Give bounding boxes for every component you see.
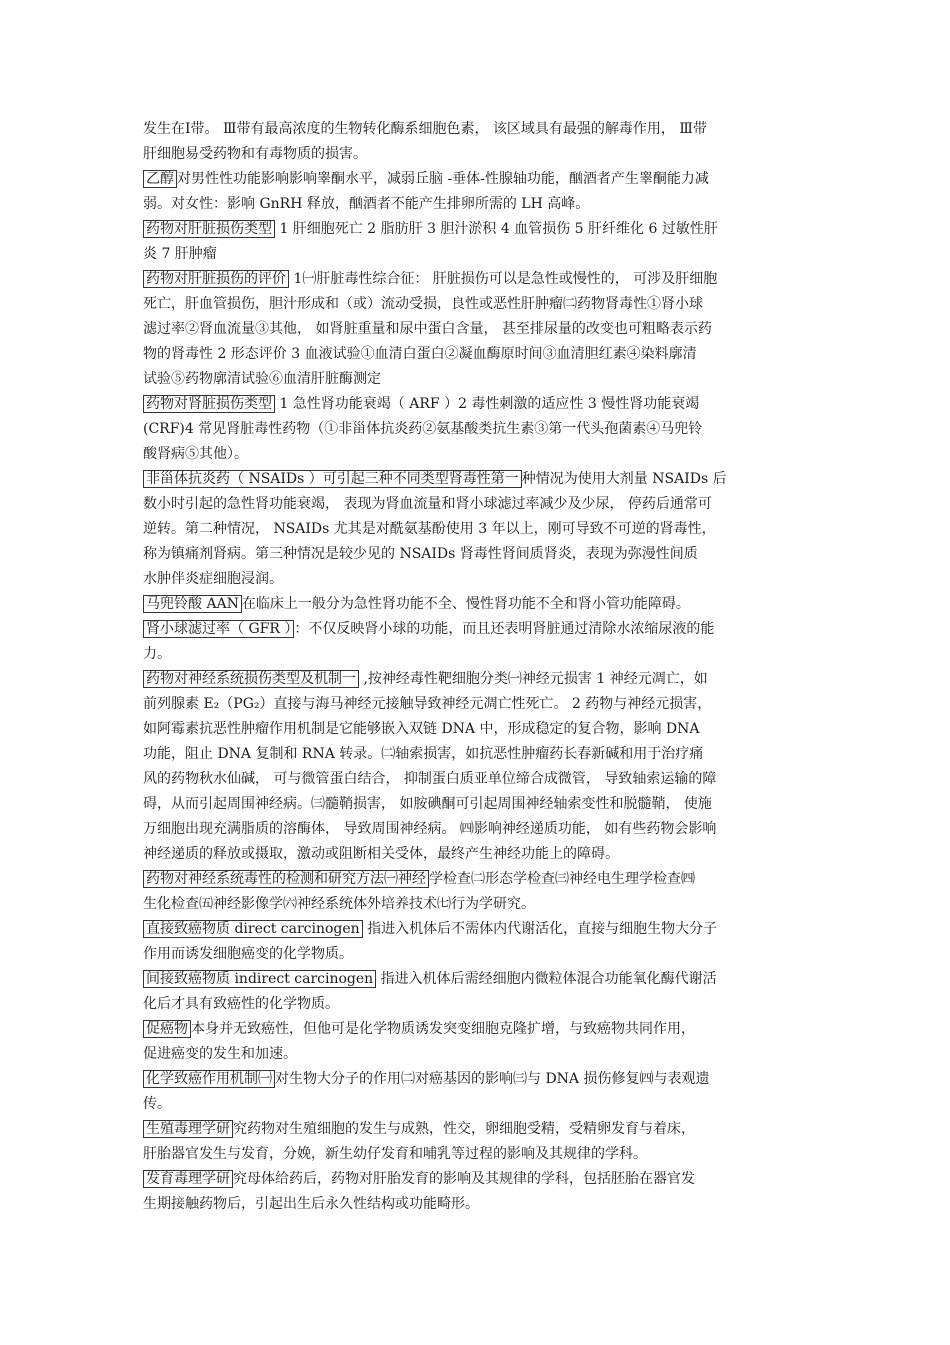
line-text: 风的药物秋水仙碱， 可与微管蛋白结合， 抑制蛋白质亚单位缔合成微管， 导致轴索运输的障 [143, 771, 717, 787]
line-text: (CRF)4 常见肾脏毒性药物（①非甾体抗炎药②氨基酸类抗生素③第一代头孢菌素④马兜铃 [143, 421, 703, 437]
line-text: 究药物对生殖细胞的发生与成熟，性交，卵细胞受精，受精卵发育与着床， [233, 1121, 695, 1137]
line-text: 弱。对女性：影响 GnRH 释放，酗酒者不能产生排卵所需的 LH 高峰。 [143, 196, 590, 212]
text-line [143, 967, 808, 992]
text-line [143, 717, 808, 742]
boxed-term: 生殖毒理学研 [143, 1120, 233, 1138]
line-text: 数小时引起的急性肾功能衰竭， 表现为肾血流量和肾小球滤过率减少及少尿， 停药后通常可 [143, 496, 712, 512]
line-text: 水肿伴炎症细胞浸润。 [143, 571, 283, 587]
line-text: 发生在Ⅰ带。 Ⅲ带有最高浓度的生物转化酶系细胞色素， 该区域具有最强的解毒作用， Ⅲ带 [143, 121, 707, 137]
line-text: 1㈠肝脏毒性综合征： 肝脏损伤可以是急性或慢性的， 可涉及肝细胞 [289, 271, 718, 287]
text-line [143, 917, 808, 942]
text-line [143, 567, 808, 592]
text-line [143, 192, 808, 217]
paragraph [143, 467, 808, 592]
paragraph [143, 592, 808, 617]
text-line [143, 1167, 808, 1192]
text-line [143, 317, 808, 342]
line-text: 如阿霉素抗恶性肿瘤作用机制是它能够嵌入双链 DNA 中，形成稳定的复合物，影响 DNA [143, 721, 700, 737]
paragraph [143, 617, 808, 667]
line-text: 对男性性功能影响影响睾酮水平，减弱丘脑 -垂体-性腺轴功能，酗酒者产生睾酮能力减 [177, 171, 709, 187]
text-line [143, 417, 808, 442]
text-line [143, 867, 808, 892]
line-text: 死亡，肝血管损伤，胆汁形成和（或）流动受损，良性或恶性肝肿瘤㈡药物肾毒性①肾小球 [143, 296, 703, 312]
text-line [143, 592, 808, 617]
paragraph [143, 1067, 808, 1117]
line-text: 指进入机体后需经细胞内微粒体混合功能氧化酶代谢活 [376, 971, 717, 987]
text-line [143, 642, 808, 667]
line-text: 肝胎器官发生与发育，分娩，新生幼仔发育和哺乳等过程的影响及其规律的学科。 [143, 1146, 647, 1162]
text-line [143, 167, 808, 192]
text-line [143, 267, 808, 292]
paragraph [143, 1167, 808, 1217]
boxed-term: 药物对肝脏损伤类型 [143, 220, 275, 238]
line-text: 称为镇痛剂肾病。第三种情况是较少见的 NSAIDs 肾毒性肾间质肾炎，表现为弥漫性间质 [143, 546, 698, 562]
boxed-term: 药物对神经系统毒性的检测和研究方法㈠神经 [143, 870, 429, 888]
line-text: 碍，从而引起周围神经病。㈢髓鞘损害， 如胺碘酮可引起周围神经轴索变性和脱髓鞘， 使施 [143, 796, 712, 812]
line-text: 神经递质的释放或摄取，激动或阻断相关受体，最终产生神经功能上的障碍。 [143, 846, 619, 862]
boxed-term: 马兜铃酸 AAN [143, 595, 242, 613]
boxed-term: 肾小球滤过率（ GFR ） [143, 620, 294, 638]
text-line [143, 1067, 808, 1092]
paragraph [143, 867, 808, 917]
line-text: 试验⑤药物廓清试验⑥血清肝脏酶测定 [143, 371, 381, 387]
text-line [143, 242, 808, 267]
paragraph [143, 917, 808, 967]
text-line [143, 667, 808, 692]
paragraph [143, 267, 808, 392]
text-line [143, 1017, 808, 1042]
text-line [143, 1192, 808, 1217]
boxed-term: 乙醇 [143, 170, 177, 188]
line-text: 促进癌变的发生和加速。 [143, 1046, 297, 1062]
text-line [143, 692, 808, 717]
line-text: 种情况为使用大剂量 NSAIDs 后 [521, 471, 727, 487]
paragraph [143, 392, 808, 467]
text-line [143, 742, 808, 767]
text-line [143, 292, 808, 317]
text-line [143, 767, 808, 792]
line-text: 万细胞出现充满脂质的溶酶体， 导致周围神经病。 ㈣影响神经递质功能， 如有些药物会影响 [143, 821, 717, 837]
line-text: 肝细胞易受药物和有毒物质的损害。 [143, 146, 367, 162]
boxed-term: 发育毒理学研 [143, 1170, 233, 1188]
line-text: 对生物大分子的作用㈡对癌基因的影响㈢与 DNA 损伤修复㈣与表观遗 [275, 1071, 710, 1087]
line-text: 本身并无致癌性，但他可是化学物质诱发突变细胞克隆扩增，与致癌物共同作用， [191, 1021, 695, 1037]
line-text: 酸肾病⑤其他）。 [143, 446, 248, 462]
line-text: 传。 [143, 1096, 171, 1112]
line-text: 1 肝细胞死亡 2 脂肪肝 3 胆汁淤积 4 血管损伤 5 肝纤维化 6 过敏性肝 [275, 221, 718, 237]
text-line [143, 442, 808, 467]
line-text: 指进入机体后不需体内代谢活化，直接与细胞生物大分子 [362, 921, 718, 937]
text-line [143, 392, 808, 417]
line-text: 生期接触药物后，引起出生后永久性结构或功能畸形。 [143, 1196, 479, 1212]
line-text: 力。 [143, 646, 171, 662]
text-line [143, 217, 808, 242]
paragraph [143, 117, 808, 167]
boxed-term: 药物对肾脏损伤类型 [143, 395, 275, 413]
text-line [143, 467, 808, 492]
line-text: 在临床上一般分为急性肾功能不全、慢性肾功能不全和肾小管功能障碍。 [241, 596, 690, 612]
text-line [143, 992, 808, 1017]
paragraph [143, 217, 808, 267]
text-line [143, 342, 808, 367]
line-text: 生化检查㈤神经影像学㈥神经系统体外培养技术㈦行为学研究。 [143, 896, 535, 912]
boxed-term: 药物对肝脏损伤的评价 [143, 270, 289, 288]
boxed-term: 药物对神经系统损伤类型及机制一 [143, 670, 359, 688]
line-text: 1 急性肾功能衰竭（ ARF ）2 毒性刺激的适应性 3 慢性肾功能衰竭 [275, 396, 700, 412]
paragraph [143, 967, 808, 1017]
text-line [143, 1092, 808, 1117]
line-text: ,按神经毒性靶细胞分类㈠神经元损害 1 神经元凋亡，如 [359, 671, 708, 687]
boxed-term: 直接致癌物质 direct carcinogen [143, 920, 363, 938]
boxed-term: 促癌物 [143, 1020, 191, 1038]
line-text: 炎 7 肝肿瘤 [143, 246, 217, 262]
line-text: 前列腺素 E₂（PG₂）直接与海马神经元接触导致神经元凋亡性死亡。 2 药物与神经元损害， [143, 696, 712, 712]
line-text: 究母体给药后，药物对肝胎发育的影响及其规律的学科，包括胚胎在器官发 [233, 1171, 695, 1187]
text-line [143, 842, 808, 867]
paragraph [143, 167, 808, 217]
line-text: 滤过率②肾血流量③其他， 如肾脏重量和尿中蛋白含量， 甚至排尿量的改变也可粗略表示药 [143, 321, 712, 337]
line-text: 物的肾毒性 2 形态评价 3 血液试验①血清白蛋白②凝血酶原时间③血清胆红素④染料廓清 [143, 346, 697, 362]
boxed-term: 化学致癌作用机制㈠ [143, 1070, 275, 1088]
text-line [143, 942, 808, 967]
text-line [143, 542, 808, 567]
line-text: 化后才具有致癌性的化学物质。 [143, 996, 339, 1012]
text-line [143, 892, 808, 917]
text-line [143, 367, 808, 392]
text-line [143, 817, 808, 842]
text-line [143, 492, 808, 517]
boxed-term: 间接致癌物质 indirect carcinogen [143, 970, 376, 988]
paragraph [143, 667, 808, 867]
paragraph [143, 1017, 808, 1067]
text-line [143, 517, 808, 542]
text-line [143, 1142, 808, 1167]
text-line [143, 1042, 808, 1067]
text-line [143, 617, 808, 642]
text-line [143, 792, 808, 817]
line-text: 功能，阻止 DNA 复制和 RNA 转录。㈡轴索损害，如抗恶性肿瘤药长春新碱和用于治疗痛 [143, 746, 704, 762]
paragraph [143, 1117, 808, 1167]
text-line [143, 142, 808, 167]
boxed-term: 非甾体抗炎药（ NSAIDs ）可引起三种不同类型肾毒性第一 [143, 470, 522, 488]
line-text: ：不仅反映肾小球的功能，而且还表明肾脏通过清除水浓缩尿液的能 [294, 621, 715, 637]
line-text: 逆转。第二种情况， NSAIDs 尤其是对酰氨基酚使用 3 年以上，刚可导致不可逆的肾毒性， [143, 521, 716, 537]
text-line [143, 1117, 808, 1142]
text-line [143, 117, 808, 142]
line-text: 学检查㈡形态学检查㈢神经电生理学检查㈣ [429, 871, 695, 887]
line-text: 作用而诱发细胞癌变的化学物质。 [143, 946, 353, 962]
